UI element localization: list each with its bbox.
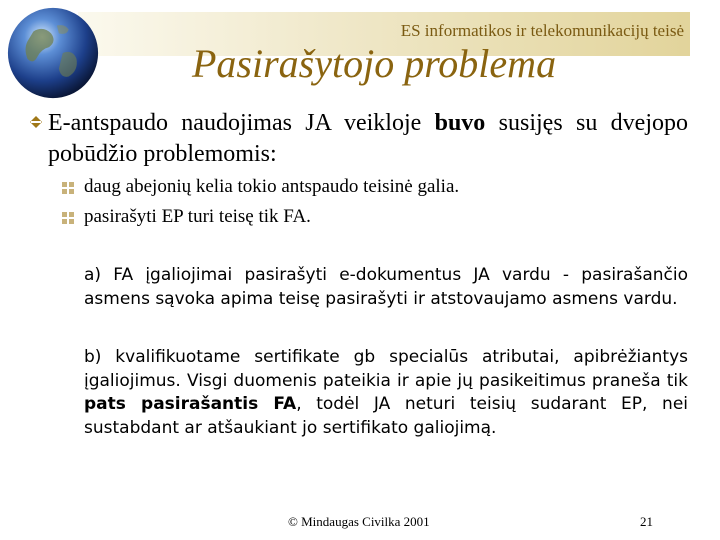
square-bullet-icon [62, 212, 74, 224]
paragraph-b-text-1: b) kvalifikuotame sertifikate gb specialūs atributai, apibrėžiantys įgaliojimus. Visgi duomenis pateikia ir apie jų pasikeitimus praneša tik [84, 347, 688, 391]
sub-bullet-text: daug abejonių kelia tokio antspaudo teisinė galia. [84, 176, 460, 197]
main-bullet-text-2: susijęs su dvejopo pobūdžio problemomis: [48, 110, 688, 167]
paragraph-b-text-2: , todėl JA neturi teisių sudarant EP, nei sustabdant ar atšaukiant jo sertifikato galiojimą. [84, 394, 689, 438]
globe-icon [4, 4, 102, 102]
sub-bullet-text: pasirašyti EP turi teisę tik FA. [84, 206, 311, 227]
square-bullet-icon [62, 182, 74, 194]
footer-author: © Mindaugas Civilka 2001 [288, 514, 430, 529]
sub-bullet-item [84, 176, 459, 198]
paragraph-b-bold: pats pasirašantis FA [84, 394, 297, 414]
main-bullet-bold: buvo [434, 110, 486, 136]
diamond-bullet-icon [30, 116, 42, 128]
page-number: 21 [640, 514, 653, 529]
paragraph-b [84, 346, 688, 440]
main-bullet-text-1: E-antspaudo naudojimas JA veikloje [48, 110, 435, 136]
paragraph-a: a) FA įgaliojimai pasirašyti e-dokumentus JA vardu - pasirašančio asmens sąvoka apima teisę pasirašyti ir atstovaujamo asmens vardu. [84, 265, 688, 309]
sub-bullet-item [84, 206, 311, 228]
course-title: ES informatikos ir telekomunikacijų teisė [400, 21, 684, 40]
slide-title: Pasirašytojo problema [192, 41, 557, 86]
main-bullet [48, 108, 688, 170]
